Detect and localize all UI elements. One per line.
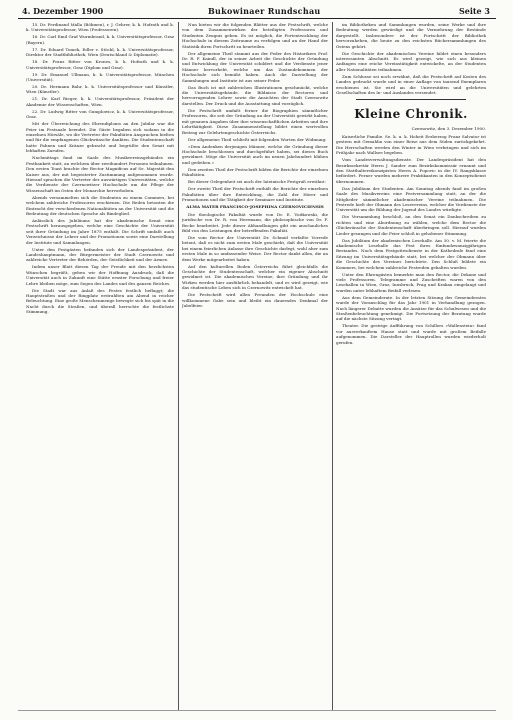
footer-rule: [18, 710, 496, 711]
paragraph: 20. Dr. Hermann Bahr, k. k. Universitätsprofessor und Künstler, Wien (Künstler).: [26, 84, 174, 95]
paragraph: »Dem Andenken derjenigen Männer, welche die Gründung dieser Hochschule beschlossen und durchgeführt haben, sei dieses Buch gewidmet. Möge die Universität auch im neuen Jahrhundert blühen und gedeihen.«: [182, 143, 328, 165]
newspaper-title: Bukowinaer Rundschau: [208, 6, 321, 16]
column-2: [182, 22, 328, 712]
paragraph: Die Geschichte der akademischen Vereine bildet einen besonders interessanten Abschnitt. Es wird gezeigt, wie sich aus kleinen Anfängen eine reiche Vereinstätigkeit entwickelte, an der Studenten aller Nationalitäten teilnahmen.: [336, 50, 486, 72]
paragraph: im Bibliotheken und Sammlungen wurden, seine Werke und ihre Bedeutung werden gewürdigt und die Vermehrung der Bestände dargestellt. Insbesondere ist der Fortschritt der Bibliothek hervorzuheben, die heute zu den reichsten Büchersammlungen des Ostens gehört.: [336, 22, 486, 49]
page-number: Seite 3: [458, 6, 490, 16]
paragraph: Die Festschrift umfaßt ferner die Biographien sämmtlicher Professoren, die seit der Gründung an der Universität gewirkt haben, mit genauen Angaben über ihre wissenschaftlichen Arbeiten und ihre Lehrthätigkeit. Diese Zusammenstellung bildet einen wertvollen Beitrag zur Gelehrtengeschichte Österreichs.: [182, 107, 328, 135]
latin-heading: ALMA MATER FRANCISCO-JOSEPHINA CZERNOVICIENSIS: [186, 204, 324, 210]
page-header: [18, 4, 496, 18]
paragraph: Abends versammelten sich die Studenten zu einem Commers, bei welchem zahlreiche Professoren erschienen. Die Reden betonten die Eintracht der verschiedenen Nationalitäten an der Universität und die Bedeutung der deutschen Sprache als Bindeglied.: [26, 194, 174, 216]
paragraph: 19. Dr. Emanuel Ullmann, k. k. Universitätsprofessor, München (Universität).: [26, 71, 174, 83]
column-divider-2: [332, 22, 333, 710]
paragraph: Die Stadt war aus Anlaß des Festes festlich beflaggt; die Hauptstraßen und der Ringplatz erstrahlten am Abend in reicher Beleuchtung. Eine große Menschenmenge bewegte sich bis spät in die Nacht durch die Straßen, und überall herrschte die festlichste Stimmung.: [26, 287, 174, 315]
column-1: [26, 22, 174, 712]
paragraph: Nun bieten wir die folgenden Blätter aus der Festschrift, welche von dem Zusammenwirken der beteiligten Professoren und Studenten Zeugnis geben. Es ist möglich, die Fortentwicklung der Hochschule in diesem Zeitraume zu verfolgen und an der Hand der Statistik ihren Fortschritt zu beurteilen.: [182, 22, 328, 49]
section-title-kleine-chronik: Kleine Chronik.: [354, 107, 468, 122]
paragraph: Das Jubiläum der Studenten. Am Sonntag abends fand im großen Saale des Musikvereins eine Festversammlung statt, an der die Mitglieder sämmtlicher akademischer Vereine teilnahmen. Die Festrede hielt der Obmann des Lesevereins, welcher die Verdienste der Universität um die Bildung der Jugend des Landes würdigte.: [336, 185, 486, 213]
paragraph: Der allgemeine Theil schließt mit folgenden Worten der Widmung:: [188, 136, 327, 142]
paragraph: Aus dem Gemeinderate. In der letzten Sitzung des Gemeinderates wurde der Voranschlag für das Jahr 1901 in Verhandlung gezogen. Nach längerer Debatte wurden die Ansätze für das Schulwesen und die Straßenbeleuchtung genehmigt. Die Fortsetzung der Beratung wurde auf die nächste Sitzung vertagt.: [336, 294, 486, 322]
header-date: 4. Dezember 1900: [22, 6, 104, 16]
paragraph: 18. Dr. Franz Ritter von Krones, k. k. Hofrath und k. k. Universitätsprofessor, Graz (Diplom und Graz).: [26, 59, 174, 70]
paragraph: Unter den Festgästen befanden sich der Landespräsident, der Landeshauptmann, der Bürgermeister der Stadt Czernowitz und zahlreiche Vertreter der Behörden, der Geistlichkeit und der Armee.: [26, 246, 174, 263]
paragraph: Vom Landesverwaltungsdienste. Der Landespräsident hat den Bezirkssekretär Herrn J. Sander zum Bezirkskommissär ernannt und den Statthaltereikonzipisten Herrn A. Popovic in die IV. Rangsklasse befördert. Ferner wurden mehrere Praktikanten in den Konzeptsdienst übernommen.: [336, 157, 486, 184]
paragraph: Die Festschrift wird allen Freunden der Hochschule eine willkommene Gabe sein und bleibt ein dauerndes Denkmal der Jubelfeier.: [182, 292, 328, 309]
paragraph: Zum Schlusse sei noch erwähnt, daß die Festschrift auf Kosten des Landes gedruckt wurde und in einer Auflage von tausend Exemplaren erschienen ist. Sie wird an die Universitäten und gelehrten Gesellschaften des In- und Auslandes versendet.: [336, 73, 486, 96]
column-3: [336, 22, 486, 712]
paragraph: 21. Dr. Karl Rieger, k. k. Universitätsprofessor, Präsident der Akademie der Wissenschaften, Wien.: [26, 96, 174, 107]
paragraph: Indem unser Blatt diesen Tag der Freude mit den herzlichsten Wünschen begrüßt, geben wir der Hoffnung Ausdruck, daß die Universität auch in Zukunft eine Stätte ernster Forschung und freier Lehre bleiben möge, zum Segen des Landes und des ganzen Reiches.: [26, 264, 174, 286]
paragraph: Kaiserliche Familie. Se. k. u. k. Hoheit Erzherzog Franz Salvator ist gestern mit Gemahlin von einer Reise aus dem Süden zurückgekehrt. Die Herrschaften werden den Winter in Wien verbringen und sich im Frühjahr nach Wallsee begeben.: [336, 133, 486, 156]
paragraph: Der allgemeine Theil stammt aus der Feder des Historikers Prof. Dr. R. F. Kaindl, der in seiner Arbeit die Geschichte der Gründung und Entwicklung der Universität schildert und die Verdienste jener Männer hervorhebt, welche um das Zustandekommen der Hochschule sich bemüht haben. Auch die Darstellung der Sammlungen und Institute ist aus seiner Feder.: [182, 50, 328, 83]
paragraph: Nachmittags fand im Saale des Musikvereinsgebäudes ein Festbankett statt, an welchem über zweihundert Personen teilnahmen. Den ersten Toast brachte der Rector Magnificus auf Se. Majestät den Kaiser aus, der mit begeisterter Zustimmung aufgenommen wurde. Hierauf sprachen die Vertreter der auswärtigen Universitäten, welche die Verdienste der Czernowitzer Hochschule um die Pflege der Wissenschaft im Osten der Monarchie hervorhoben.: [26, 155, 174, 193]
paragraph: Den zweiten Theil der Festschrift bilden die Berichte der einzelnen Fakultäten.: [182, 166, 328, 178]
paragraph: 16. Dr. Carl Emil Graf Wurmbrand, k. k. Universitätsprofessor, Graz (Bayern).: [26, 34, 174, 45]
paragraph: Auf den kulturellen Boden Österreichs führt gleichfalls die Geschichte der Studentenschaft, welcher ein eigener Abschnitt gewidmet ist. Die akademischen Vereine, ihre Gründung und ihr Wirken werden hier ausführlich behandelt, und es wird gezeigt, wie das studentische Leben sich in Czernowitz entwickelt hat.: [182, 263, 328, 291]
paragraph: Bei dieser Gelegenheit sei auch der lateinische Festgruß erwähnt:: [188, 179, 326, 185]
paragraph: Unter den Ehrengästen bemerkte man den Rector, die Dekane und viele Professoren. Telegramme und Zuschriften waren von den Lesehallen in Wien, Graz, Innsbruck, Prag und Krakau eingelangt und wurden unter lebhaftem Beifall verlesen.: [336, 271, 486, 293]
paragraph: Die Versammlung beschloß, an den Senat ein Dankschreiben zu richten und eine Abordnung zu wählen, welche dem Rector die Glückwünsche der Studentenschaft überbringen soll. Hierauf wurden Lieder gesungen und die Feier schloß in gehobener Stimmung.: [336, 214, 486, 236]
paragraph: Der zweite Theil der Festschrift enthält die Berichte der einzelnen Fakultäten über ihre Entwicklung, die Zahl der Hörer und Promotionen und die Tätigkeit der Seminare und Institute.: [182, 186, 328, 202]
paragraph: Theater. Die gestrige Aufführung von Schillers »Wallenstein« fand vor ausverkauftem Hause statt und wurde mit großem Beifalle aufgenommen. Die Darsteller der Hauptrollen wurden wiederholt gerufen.: [336, 323, 486, 345]
paragraph: Mit der Überreichung des Ehrendiploms an den Jubilar war die Feier im Festsaale beendet. Die Gäste begaben sich sodann in die einzelnen Hörsäle, wo die Vertreter der Fakultäten Ansprachen hielten und für die empfangenen Glückwünsche dankten. Die Studentenschaft hatte Fahnen und Kränze gebracht und begrüßte den Senat mit lebhaften Zurufen.: [26, 121, 174, 154]
paragraph: Das Buch ist mit zahlreichen Illustrationen geschmückt, welche die Universitätsgebäude, die Bildnisse der Rectoren und hervorragenden Lehrer sowie die Ansichten der Stadt Czernowitz darstellen. Der Druck und die Ausstattung sind vorzüglich.: [182, 84, 328, 106]
paragraph: Die theologische Fakultät wurde von Dr. E. Voitkowski, die juridische von Dr. R. von Herrmann, die philosophische von Dr. F. Becke bearbeitet. Jede dieser Abhandlungen gibt ein anschauliches Bild von den Leistungen der betreffenden Fakultät.: [182, 211, 328, 233]
paragraph: 17. Dr. Eduard Tomek, Edler v. Stöckl, k. k. Universitätsprofessor, Direktor der Stadtbibliothek, Wien (Deutschland & Diplomatie).: [26, 46, 174, 58]
column-divider-1: [178, 22, 179, 710]
section-divider: [356, 99, 466, 100]
paragraph: Das Jubiläum der akademischen Lesehalle. Am 30. v. M. feierte die akademische Lesehalle das Fest ihres fünfundzwanzigjährigen Bestandes. Nach dem Festgottesdienste in der Kathedrale fand eine Sitzung im Universitätsgebäude statt, bei welcher der Obmann über die Geschichte des Vereines berichtete. Den Schluß bildete ein Kommers, bei welchem zahlreiche Festreden gehalten wurden.: [336, 237, 486, 270]
paragraph: 15. Dr. Ferdinand Malla (Böhmen), r. J. Gehrer, k. k. Hofrath und k. k. Universitätsprofessor, Wien (Professoren).: [26, 22, 174, 33]
chronicle-dateline: Czernowitz, den 3. Dezember 1900.: [411, 126, 486, 132]
header-rule: [18, 18, 496, 19]
paragraph: Anlässlich des Jubiläums hat der akademische Senat eine Festschrift herausgegeben, welche eine Geschichte der Universität seit ihrer Gründung im Jahre 1875 enthält. Die Schrift umfaßt auch Verzeichnisse der Lehrer und der Promotionen sowie eine Darstellung der Institute und Sammlungen.: [26, 217, 174, 245]
paragraph: Die vom Rector der Universität Dr. Schmid verfaßte Vorrede betont, daß es nicht zum ersten Male geschieht, daß die Universität bei einem feierlichen Anlasse ihre Geschichte darlegt, wohl aber zum ersten Male in so umfassender Weise. Der Rector dankt allen, die an dem Werke mitgearbeitet haben.: [182, 234, 328, 262]
paragraph: 22. Dr. Ludwig Ritter von Gumplowicz, k. k. Universitätsprofessor, Graz.: [26, 108, 174, 120]
